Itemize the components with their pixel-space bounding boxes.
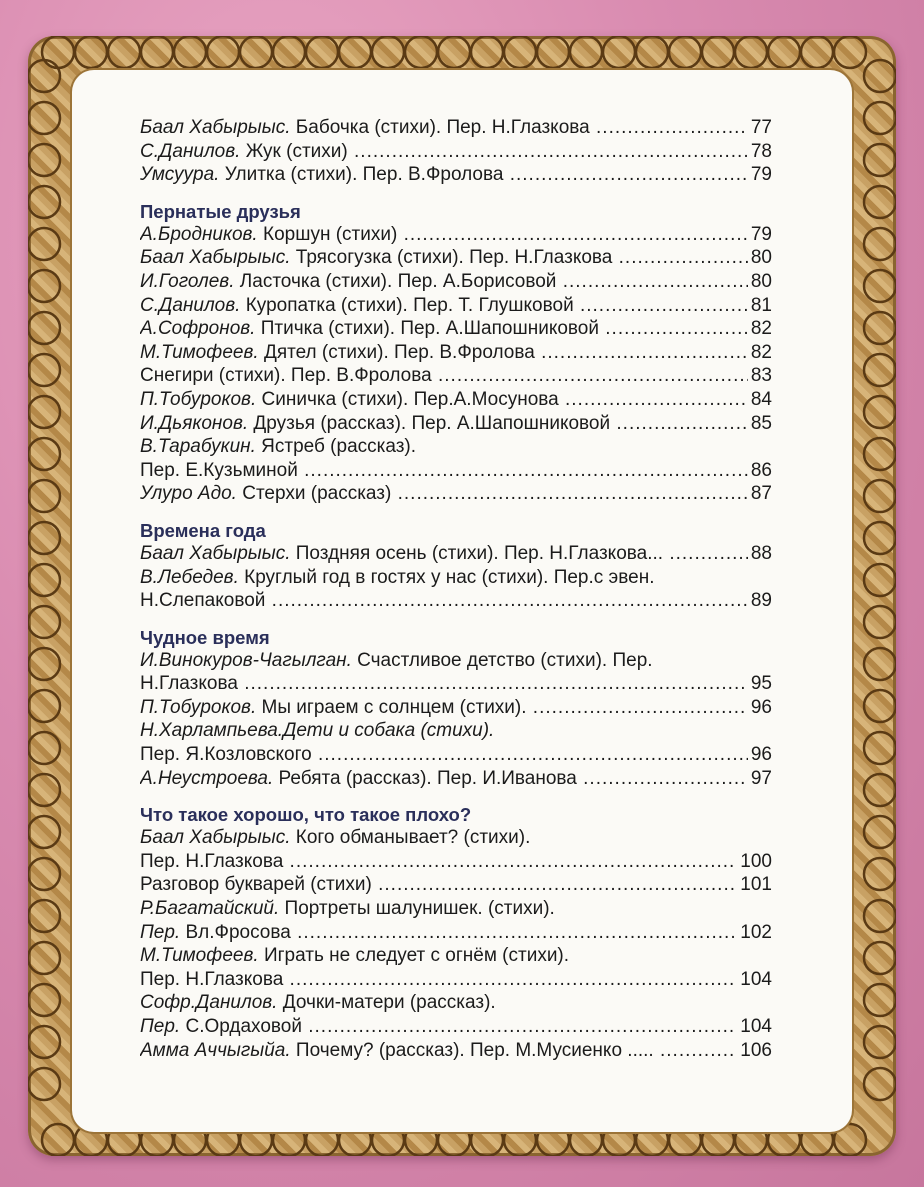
toc-entry-author: П.Тобуроков.: [140, 696, 257, 718]
toc-entry: [140, 850, 772, 874]
toc-entry-page: 101: [740, 874, 772, 896]
toc-entry: [140, 435, 772, 459]
toc-entry-author: Баал Хабырыыс.: [140, 542, 291, 564]
toc-entry-text: [140, 412, 748, 436]
toc-entry-author: Улуро Адо.: [140, 483, 237, 505]
table-of-contents: [140, 116, 772, 1062]
toc-entry-author: А.Неустроева.: [140, 767, 274, 789]
toc-entry-page: 96: [750, 696, 772, 718]
toc-entry-text: [140, 1015, 737, 1039]
toc-entry-author: П.Тобуроков.: [140, 388, 257, 410]
toc-entry-author: Амма Аччыгыйа.: [140, 1039, 291, 1061]
toc-entry-author: Н.Харлампьева.Дети и собака (стихи).: [140, 720, 495, 742]
toc-entry-text: [140, 589, 748, 613]
toc-entry-author: Пер.: [140, 1016, 181, 1037]
toc-entry-author: Баал Хабырыыс.: [140, 247, 291, 269]
toc-entry-text: [140, 921, 737, 945]
toc-entry-author: Р.Багатайский.: [140, 898, 280, 920]
toc-entry-author: А.Софронов.: [140, 318, 256, 340]
toc-entry-title: Бабочка (стихи). Пер. Н.Глазкова: [290, 117, 590, 138]
toc-entry-title: Играть не следует с огнём (стихи).: [258, 945, 570, 967]
toc-entry-title: Птичка (стихи). Пер. А.Шапошниковой: [255, 318, 599, 340]
toc-entry-text: [140, 223, 748, 247]
toc-entry-title: Друзья (рассказ). Пер. А.Шапошниковой: [248, 412, 611, 434]
toc-entry-author: С.Данилов.: [140, 140, 241, 162]
toc-entry: [140, 482, 772, 506]
toc-entry: [140, 1039, 772, 1063]
toc-entry-text: [140, 482, 748, 506]
toc-entry-text: [140, 945, 569, 966]
toc-entry-page: 88: [750, 542, 772, 564]
toc-entry-page: 104: [740, 1016, 772, 1037]
toc-entry-page: 86: [750, 459, 772, 481]
section-title: Пернатые друзья: [140, 200, 301, 222]
toc-entry: [140, 672, 772, 696]
toc-entry-page: 78: [750, 140, 772, 162]
section-title: Чудное время: [140, 626, 270, 648]
toc-entry-author: В.Лебедев.: [140, 566, 239, 588]
toc-entry-author: М.Тимофеев.: [140, 945, 259, 967]
toc-entry-title: С.Ордаховой: [180, 1016, 302, 1037]
toc-entry-text: [140, 850, 737, 874]
toc-entry: [140, 696, 772, 720]
toc-entry-author: Умсуура.: [140, 164, 220, 186]
toc-entry-text: [140, 696, 748, 720]
toc-entry-author: А.Бродников.: [140, 223, 258, 245]
toc-entry-title: Поздняя осень (стихи). Пер. Н.Глазкова...: [290, 542, 664, 564]
toc-entry: [140, 944, 772, 968]
toc-entry-page: 95: [750, 673, 772, 695]
toc-entry: [140, 743, 772, 767]
toc-entry-page: 100: [740, 850, 772, 872]
toc-entry: [140, 826, 772, 850]
toc-entry-text: [140, 459, 748, 483]
toc-entry-title: Синичка (стихи). Пер.А.Мосунова: [256, 388, 559, 410]
toc-entry-text: [140, 246, 748, 270]
toc-entry: [140, 140, 772, 164]
toc-entry-text: [140, 992, 496, 1013]
toc-entry-title: Трясогузка (стихи). Пер. Н.Глазкова: [290, 247, 613, 269]
toc-entry: [140, 163, 772, 187]
toc-entry-author: В.Тарабукин.: [140, 436, 256, 458]
toc-entry: [140, 116, 772, 140]
toc-entry-text: [140, 341, 748, 365]
toc-entry: [140, 566, 772, 590]
toc-entry: [140, 246, 772, 270]
toc-entry: [140, 921, 772, 945]
toc-entry-author: М.Тимофеев.: [140, 341, 259, 363]
toc-entry-title: Почему? (рассказ). Пер. М.Мусиенко .....: [290, 1039, 654, 1061]
toc-entry-author: И.Винокуров-Чагылган.: [140, 649, 352, 671]
toc-entry-title: Улитка (стихи). Пер. В.Фролова: [219, 164, 504, 186]
toc-entry-text: [140, 743, 748, 767]
toc-entry-author: И.Гоголев.: [140, 270, 235, 292]
toc-entry-title: Ястреб (рассказ).: [255, 436, 417, 458]
section-title: Времена года: [140, 519, 266, 541]
toc-entry: [140, 542, 772, 566]
toc-entry-title: Куропатка (стихи). Пер. Т. Глушковой: [240, 294, 574, 316]
toc-entry-text: [140, 317, 748, 341]
toc-entry-text: [140, 898, 555, 919]
toc-entry-text: [140, 567, 654, 588]
toc-entry: [140, 412, 772, 436]
toc-entry-title: Вл.Фросова: [180, 921, 291, 943]
toc-entry-title: Дятел (стихи). Пер. В.Фролова: [258, 341, 535, 363]
toc-entry-title: Пер. Я.Козловского: [140, 744, 312, 766]
toc-entry: [140, 459, 772, 483]
toc-entry-page: 85: [750, 412, 772, 434]
toc-entry-text: [140, 388, 748, 412]
toc-entry-author: С.Данилов.: [140, 294, 241, 316]
toc-entry-author: Пер.: [140, 921, 181, 943]
toc-entry-page: 80: [750, 270, 772, 292]
toc-entry: [140, 223, 772, 247]
toc-entry-text: [140, 827, 530, 848]
toc-entry-page: 79: [750, 164, 772, 186]
toc-entry-text: [140, 364, 748, 388]
toc-entry-text: [140, 294, 748, 318]
toc-entry-title: Пер. Е.Кузьминой: [140, 459, 298, 481]
toc-entry-page: 104: [740, 968, 772, 990]
section-title: Что такое хорошо, что такое плохо?: [140, 804, 472, 826]
toc-entry-page: 89: [750, 590, 772, 612]
toc-entry-title: Дочки-матери (рассказ).: [277, 992, 496, 1014]
toc-entry-title: Пер. Н.Глазкова: [140, 850, 284, 872]
toc-entry: [140, 873, 772, 897]
toc-entry: [140, 388, 772, 412]
toc-entry: [140, 991, 772, 1015]
toc-entry-page: 81: [750, 294, 772, 316]
toc-entry-page: 77: [750, 117, 772, 138]
toc-entry-page: 83: [750, 365, 772, 387]
toc-entry-title: Жук (стихи): [240, 140, 348, 162]
toc-entry-title: Н.Слепаковой: [140, 590, 266, 612]
toc-entry: [140, 341, 772, 365]
toc-entry: [140, 589, 772, 613]
toc-entry-title: Пер. Н.Глазкова: [140, 968, 284, 990]
toc-entry-text: [140, 140, 748, 164]
toc-entry-author: Баал Хабырыыс.: [140, 827, 291, 849]
toc-entry: [140, 270, 772, 294]
toc-entry-page: 102: [740, 921, 772, 943]
toc-entry-text: [140, 542, 748, 566]
toc-entry-text: [140, 672, 748, 696]
toc-entry-author: Софр.Данилов.: [140, 992, 278, 1014]
toc-entry-title: Коршун (стихи): [257, 223, 398, 245]
toc-entry-title: Ребята (рассказ). Пер. И.Иванова: [273, 767, 577, 789]
toc-entry: [140, 719, 772, 743]
toc-entry-page: 80: [750, 247, 772, 269]
toc-entry-title: Ласточка (стихи). Пер. А.Борисовой: [234, 270, 557, 292]
toc-entry-title: Разговор букварей (стихи): [140, 874, 372, 896]
toc-entry-page: 82: [750, 318, 772, 340]
toc-entry-author: Баал Хабырыыс.: [140, 117, 291, 138]
toc-entry-title: Портреты шалунишек. (стихи).: [279, 898, 555, 920]
toc-entry-text: [140, 767, 748, 791]
toc-entry: [140, 649, 772, 673]
toc-entry-title: Круглый год в гостях у нас (стихи). Пер.с эвен.: [238, 566, 655, 588]
toc-entry-title: Кого обманывает? (стихи).: [290, 827, 531, 849]
toc-entry-title: Счастливое детство (стихи). Пер.: [351, 649, 653, 671]
toc-entry-page: 96: [750, 744, 772, 766]
toc-entry-page: 84: [750, 388, 772, 410]
toc-entry-title: Снегири (стихи). Пер. В.Фролова: [140, 365, 432, 387]
toc-entry-page: 87: [750, 483, 772, 505]
toc-entry-author: И.Дьяконов.: [140, 412, 249, 434]
toc-entry: [140, 968, 772, 992]
toc-entry-text: [140, 116, 748, 140]
toc-entry-text: [140, 720, 494, 741]
toc-entry-text: [140, 1039, 737, 1063]
toc-entry-page: 97: [750, 767, 772, 789]
toc-entry: [140, 897, 772, 921]
toc-entry-page: 106: [740, 1039, 772, 1061]
toc-entry-title: Стерхи (рассказ): [236, 483, 392, 505]
toc-entry-page: 82: [750, 341, 772, 363]
toc-entry-title: Мы играем с солнцем (стихи).: [256, 696, 527, 718]
toc-entry-text: [140, 270, 748, 294]
toc-entry: [140, 294, 772, 318]
toc-entry-page: 79: [750, 223, 772, 245]
toc-entry: [140, 317, 772, 341]
toc-entry: [140, 364, 772, 388]
toc-entry-text: [140, 650, 653, 671]
toc-entry-text: [140, 436, 416, 457]
toc-entry-title: Н.Глазкова: [140, 673, 238, 695]
toc-entry: [140, 1015, 772, 1039]
toc-entry-text: [140, 968, 737, 992]
toc-entry-text: [140, 873, 737, 897]
toc-entry: [140, 767, 772, 791]
toc-entry-text: [140, 163, 748, 187]
